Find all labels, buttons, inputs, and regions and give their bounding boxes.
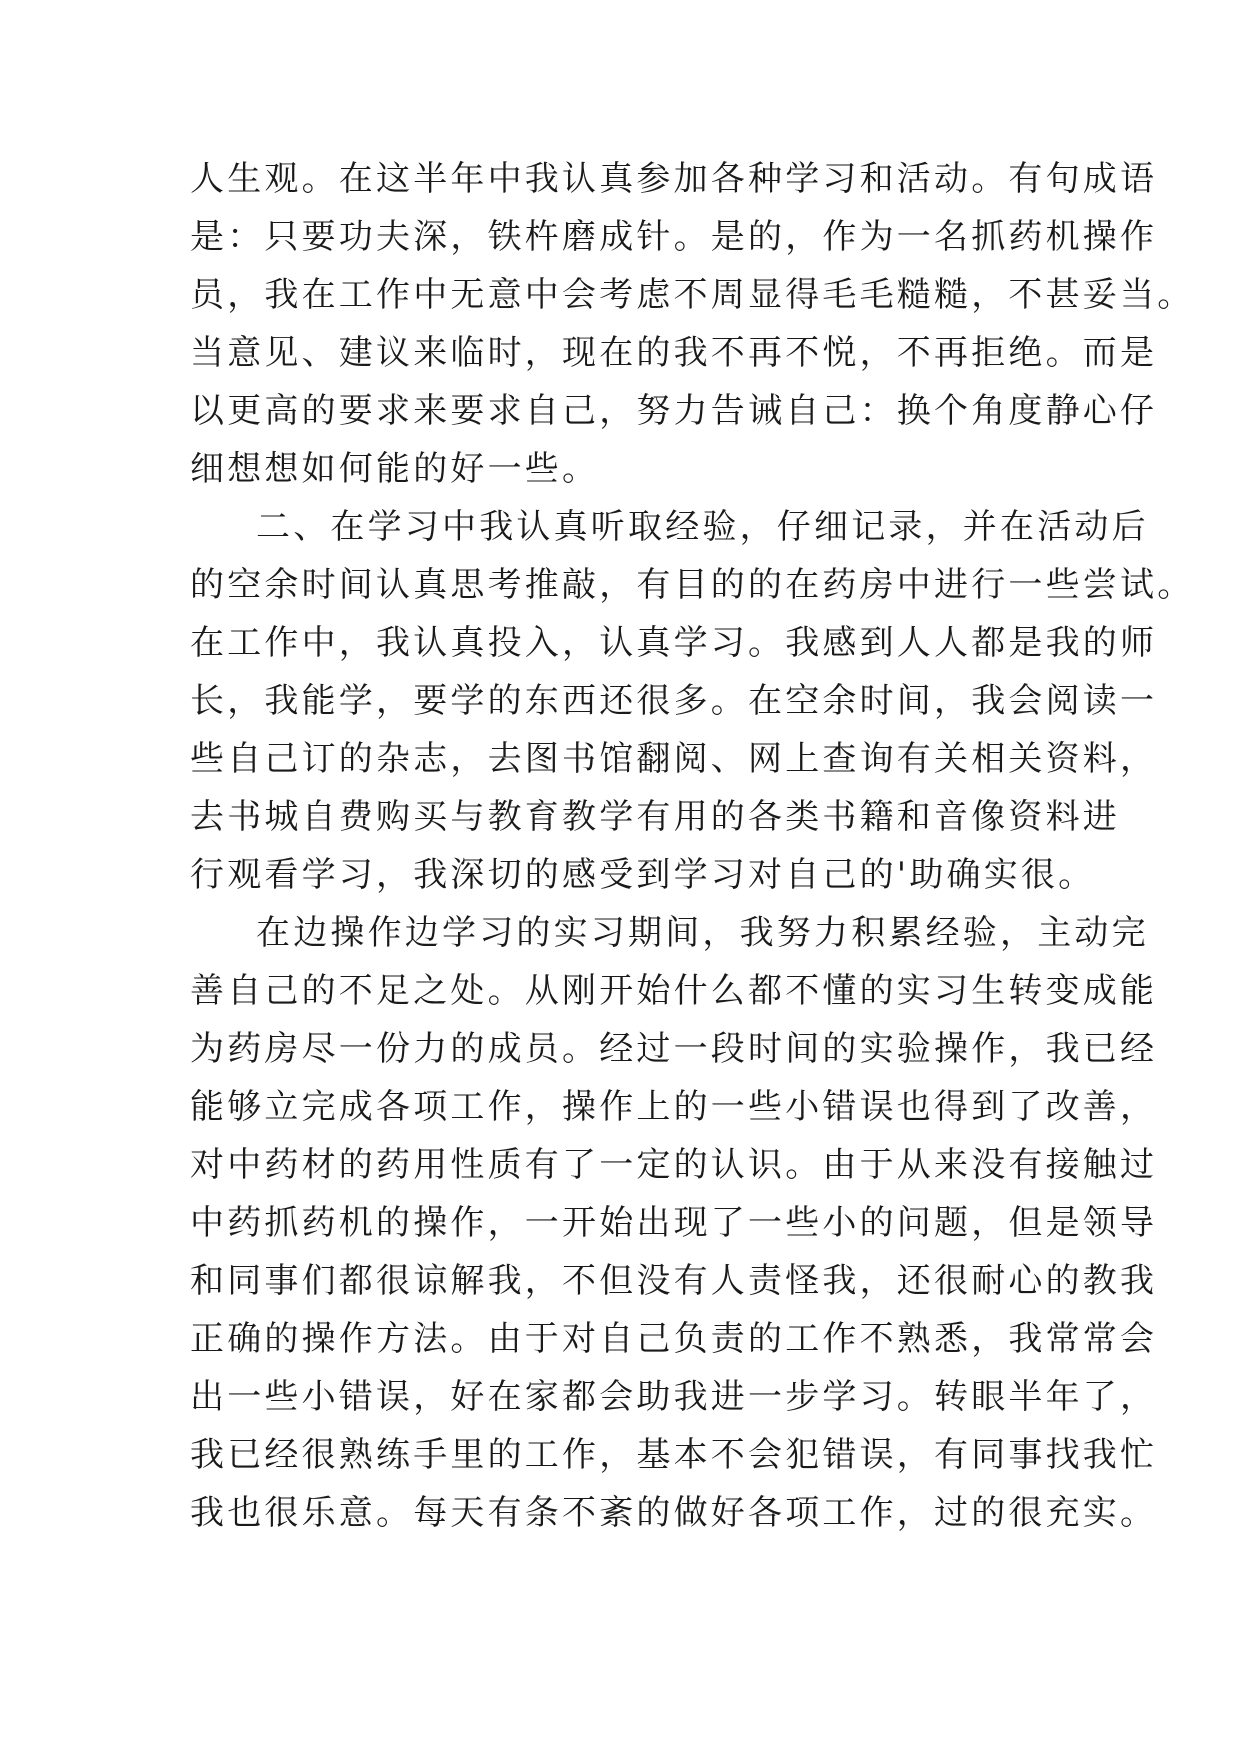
text-line-2: 是：只要功夫深，铁杵磨成针。是的，作为一名抓药机操作	[190, 217, 1158, 257]
text-line-21: 正确的操作方法。由于对自己负责的工作不熟悉，我常常会	[190, 1319, 1158, 1359]
text-line-10: 长，我能学，要学的东西还很多。在空余时间，我会阅读一	[190, 681, 1158, 721]
text-line-6: 细想想如何能的好一些。	[190, 449, 600, 489]
text-line-9: 在工作中，我认真投入，认真学习。我感到人人都是我的师	[190, 623, 1158, 663]
text-line-4: 当意见、建议来临时，现在的我不再不悦，不再拒绝。而是	[190, 333, 1158, 373]
body-text	[190, 150, 1195, 1542]
text-line-24: 我也很乐意。每天有条不紊的做好各项工作，过的很充实。	[190, 1493, 1158, 1533]
text-line-1: 人生观。在这半年中我认真参加各种学习和活动。有句成语	[190, 159, 1158, 199]
text-line-15: 善自己的不足之处。从刚开始什么都不懂的实习生转变成能	[190, 971, 1158, 1011]
text-line-18: 对中药材的药用性质有了一定的认识。由于从来没有接触过	[190, 1145, 1158, 1185]
text-line-3: 员，我在工作中无意中会考虑不周显得毛毛糙糙，不甚妥当。	[190, 275, 1195, 315]
text-line-11: 些自己订的杂志，去图书馆翻阅、网上查询有关相关资料，	[190, 739, 1158, 779]
text-line-20: 和同事们都很谅解我，不但没有人责怪我，还很耐心的教我	[190, 1261, 1158, 1301]
text-line-17: 能够立完成各项工作，操作上的一些小错误也得到了改善，	[190, 1087, 1158, 1127]
text-line-14: 在边操作边学习的实习期间，我努力积累经验，主动完	[256, 913, 1149, 953]
text-line-12: 去书城自费购买与教育教学有用的各类书籍和音像资料进	[190, 797, 1120, 837]
text-line-16: 为药房尽一份力的成员。经过一段时间的实验操作，我已经	[190, 1029, 1158, 1069]
text-line-22: 出一些小错误，好在家都会助我进一步学习。转眼半年了，	[190, 1377, 1158, 1417]
text-line-13: 行观看学习，我深切的感受到学习对自己的'助确实很。	[190, 855, 1096, 895]
text-line-7: 二、在学习中我认真听取经验，仔细记录，并在活动后	[256, 507, 1149, 547]
text-line-8: 的空余时间认真思考推敲，有目的的在药房中进行一些尝试。	[190, 565, 1195, 605]
text-line-23: 我已经很熟练手里的工作，基本不会犯错误，有同事找我忙	[190, 1435, 1158, 1475]
text-line-5: 以更高的要求来要求自己，努力告诫自己：换个角度静心仔	[190, 391, 1158, 431]
text-line-19: 中药抓药机的操作，一开始出现了一些小的问题，但是领导	[190, 1203, 1158, 1243]
